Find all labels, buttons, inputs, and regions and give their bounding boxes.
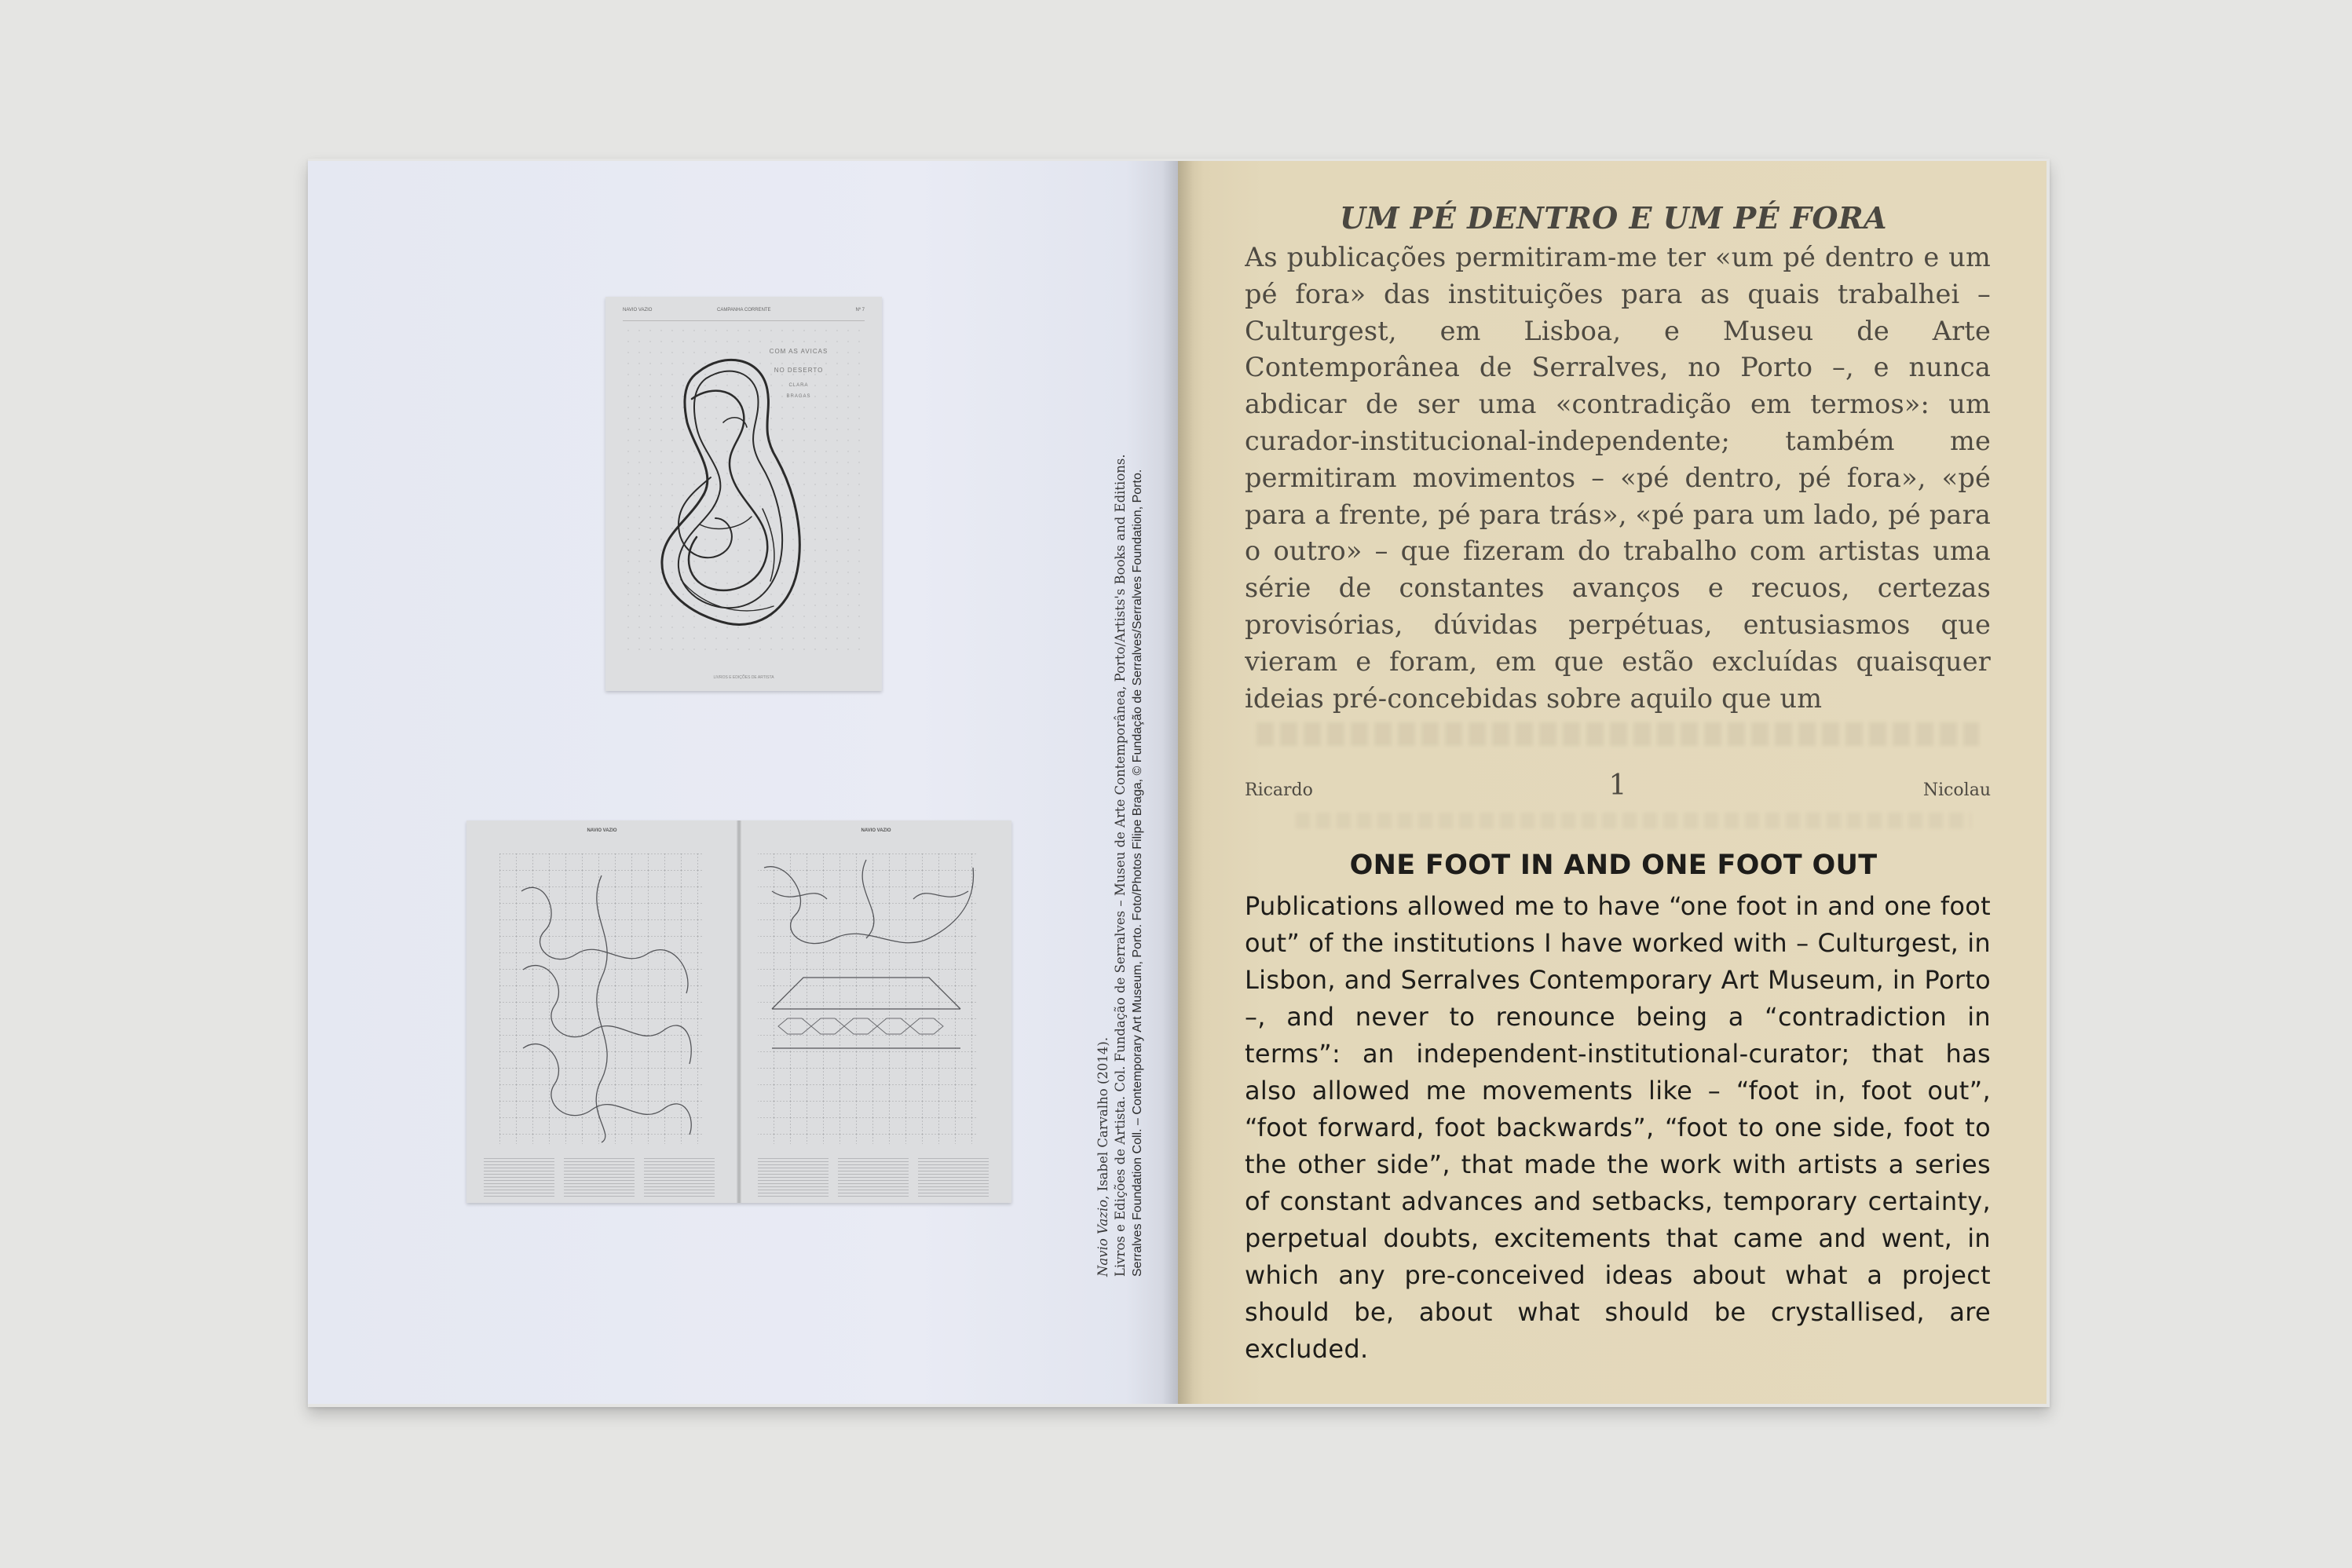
spread-fold bbox=[737, 821, 741, 1203]
show-through-text bbox=[1256, 722, 1979, 746]
spread-left-header: NAVIO VAZIO bbox=[587, 828, 617, 833]
portuguese-body: As publicações permitiram-me ter «um pé dentro e um pé fora» das instituições para as quais trabalhei – Culturgest, em Lisboa, e Museu de Arte Contemporânea de Serralves, no Porto –, e nunca abdicar de ser uma «contradição em termos»: um curador-institucional-independente; também me permitiram movimentos – «pé dentro, pé fora», «pé para a frente, pé para trás», «pé para um lado, pé para o outro» – que fizeram do trabalho com artistas uma série de constantes avanços e recuos, certezas provisórias, dúvidas perpétuas, entusiasmos que vieram e foram, em que estão excluídas quaisquer ideias pré-concebidas sobre aquilo que um bbox=[1245, 242, 1991, 714]
catalog-cover-photo bbox=[605, 297, 882, 691]
cover-header-right: Nº 7 bbox=[855, 308, 865, 313]
show-through-text bbox=[1296, 813, 1971, 828]
photo-caption bbox=[1095, 287, 1147, 1277]
folio-author-last: Nicolau bbox=[1922, 780, 1991, 800]
caption-line-3: Serralves Foundation Coll. – Contemporary Art Museum, Porto. Foto/Photos Filipe Braga, © Fundação de Serralves/Serralves Foundation, Porto. bbox=[1131, 469, 1144, 1277]
caption-work-credit: , Isabel Carvalho (2014). bbox=[1096, 1036, 1110, 1200]
spread-right-header: NAVIO VAZIO bbox=[861, 828, 891, 833]
caption-work-title: Navio Vazio bbox=[1096, 1199, 1110, 1277]
spread-text-column bbox=[758, 1156, 829, 1197]
cover-header-center: CAMPANHA CORRENTE bbox=[717, 308, 771, 313]
pattern-drawing-right bbox=[741, 821, 1011, 1203]
spread-left-page bbox=[466, 821, 737, 1203]
folio-author-first: Ricardo bbox=[1245, 780, 1313, 800]
gutter-fold bbox=[1162, 161, 1194, 1404]
cover-header-left: NAVIO VAZIO bbox=[623, 308, 653, 313]
spread-text-column bbox=[838, 1156, 909, 1197]
spread-text-column bbox=[564, 1156, 635, 1197]
cover-footer: LIVROS E EDIÇÕES DE ARTISTA bbox=[713, 675, 774, 680]
cover-drawing bbox=[605, 297, 882, 691]
spread-right-page bbox=[741, 821, 1011, 1203]
spread-text-column bbox=[644, 1156, 715, 1197]
english-body: Publications allowed me to have “one foot in and one foot out” of the institutions I have worked with – Culturgest, in Lisbon, and Serralves Contemporary Art Museum, in Porto –, and never to renounce being a “contradiction in terms”: an independent-institutional-curator; that has also allowed me movements like – “foot in, foot out”, “foot forward, foot backwards”, “foot to one side, foot to the other side”, that made the work with artists a series of constant advances and setbacks, temporary certainty, perpetual doubts, excitements that came and went, in which any pre-conceived ideas about what a project should be, about what should be crystallised, are excluded. bbox=[1245, 891, 1991, 1364]
caption-line-2: Livros e Edições de Artista. Col. Fundação de Serralves – Museu de Arte Contemporânea, Porto/Artists's Books and Editions. bbox=[1113, 454, 1128, 1277]
pattern-drawing-left bbox=[466, 821, 737, 1203]
english-title: ONE FOOT IN AND ONE FOOT OUT bbox=[1349, 850, 1878, 881]
caption-line-1 bbox=[1095, 287, 1112, 1277]
portuguese-title: UM PÉ DENTRO E UM PÉ FORA bbox=[1339, 200, 1888, 236]
page-number: 1 bbox=[1608, 769, 1627, 802]
spread-text-column bbox=[918, 1156, 989, 1197]
spread-text-column bbox=[484, 1156, 554, 1197]
catalog-spread-photo bbox=[466, 821, 1011, 1203]
